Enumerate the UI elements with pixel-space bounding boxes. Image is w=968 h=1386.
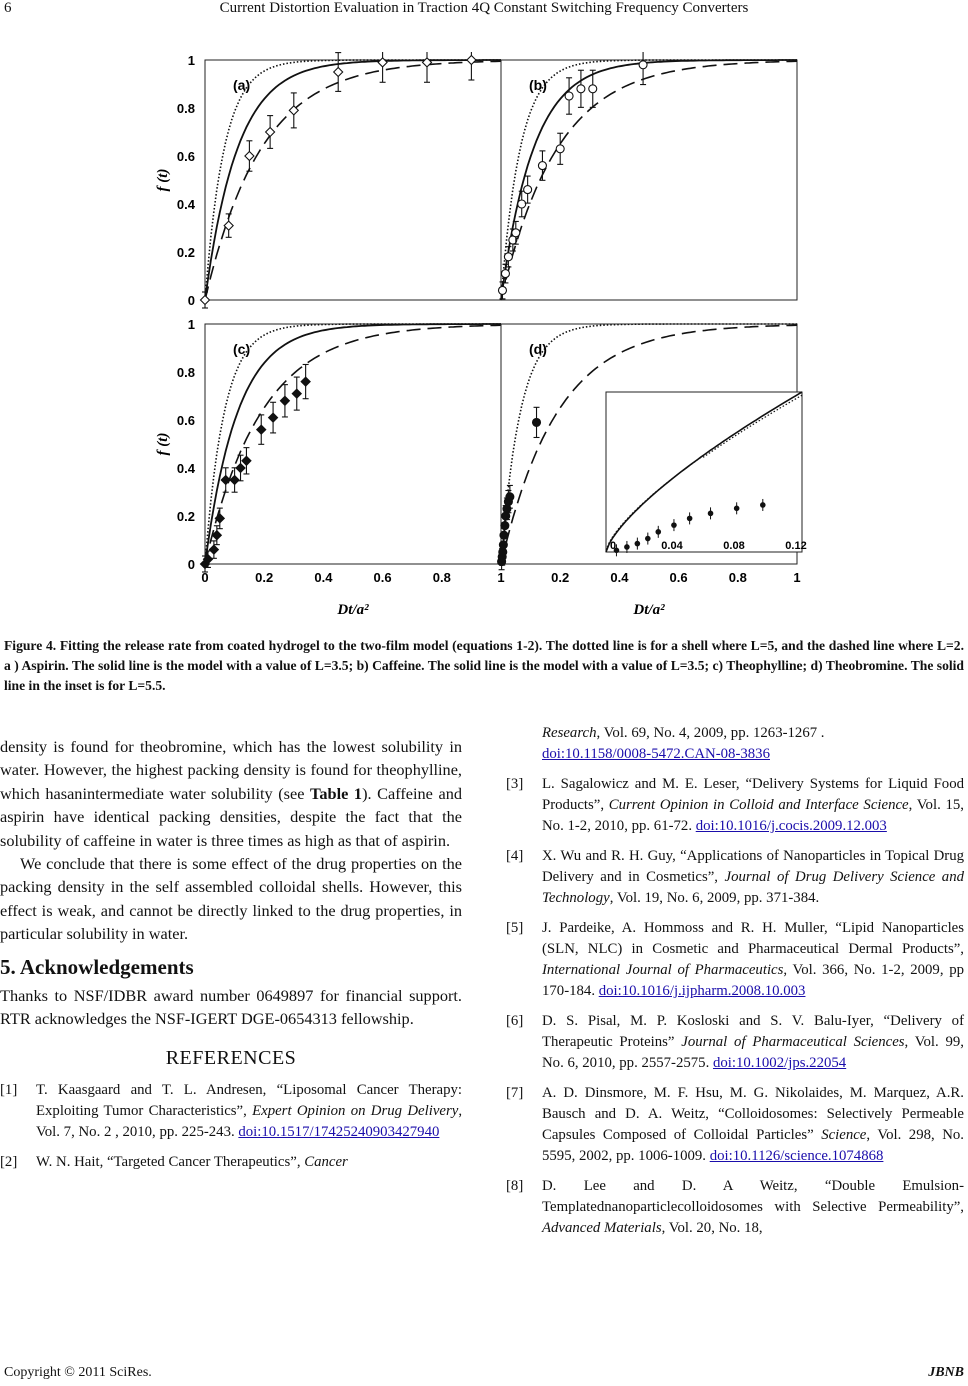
inset-x-tick-label: 0.12 [785,540,807,552]
data-point [245,152,254,161]
panel-label: (b) [529,77,547,93]
reference-details: , Vol. 19, No. 6, 2009, pp. 371-384. [609,890,820,906]
reference-journal: Science [821,1127,867,1143]
reference-journal: Advanced Materials [542,1220,662,1236]
y-tick-label: 0.6 [176,149,195,164]
reference-text [542,723,964,765]
reference-r3 [506,774,964,837]
data-point [280,396,289,405]
page-number: 6 [4,0,12,16]
reference-details: , Vol. 69, No. 4, 2009, pp. 1263-1267 . [596,725,825,741]
reference-details: , Vol. 99, No. 6, 2010, pp. 2557-2575. [542,1034,964,1071]
data-point [533,418,541,426]
y-tick-label: 0.8 [176,101,195,116]
reference-details: , Vol. 298, No. 5595, 2002, pp. 1006-1009. [542,1127,964,1164]
x-tick-label: 0.6 [373,570,392,585]
references-list-right [506,723,964,1239]
table-1-ref[interactable]: Table 1 [310,783,363,803]
references-heading: REFERENCES [165,1047,297,1070]
reference-journal: Journal of Pharmaceutical Sciences [681,1034,905,1050]
x-tick-label: 0.2 [255,570,274,585]
y-tick-label: 0 [187,293,195,308]
reference-text [542,918,964,1002]
reference-doi-link[interactable]: doi:10.1016/j.cocis.2009.12.003 [695,818,887,834]
reference-details: , Vol. 20, No. 18, [661,1220,763,1236]
x-tick-label: 0.4 [610,570,629,585]
inset-data-point [635,541,641,547]
section-heading-acknowledgements: 5. Acknowledgements [0,954,194,979]
y-tick-label: 1 [187,317,195,332]
reference-journal: Current Opinion in Colloid and Interface Science [608,797,909,813]
data-point [230,476,239,485]
y-tick-label: 0.2 [176,509,195,524]
inset-data-point [645,536,651,542]
reference-details: , Vol. 15, No. 1-2, 2010, pp. 61-72. [542,797,964,834]
panel-frame [205,60,501,300]
reference-authors-title: D. S. Pisal, M. P. Kosloski and S. V. Balu-Iyer, “Delivery of Therapeutic Proteins” [542,1013,964,1050]
panel-label: (c) [233,341,251,357]
reference-journal-start: Cancer [304,1154,348,1171]
reference-r2-continued [506,723,964,765]
reference-doi-link[interactable]: doi:10.1158/0008-5472.CAN-08-3836 [542,746,770,762]
inset-x-tick-label: 0.08 [723,540,745,552]
footer-journal: JBNB [928,1365,964,1380]
inset-x-tick-label: 0 [610,540,617,552]
reference-journal: International Journal of Pharmaceutics [542,962,784,978]
left-column [0,735,462,1182]
x-tick-label: 0.8 [728,570,747,585]
data-point [639,61,647,69]
reference-doi-link[interactable]: doi:10.1517/17425240903427940 [238,1124,440,1141]
footer-copyright: Copyright © 2011 SciRes. [4,1365,152,1380]
data-point [498,286,506,294]
x-tick-label: 1 [793,570,801,585]
reference-r5 [506,918,964,1002]
reference-r1 [0,1080,462,1143]
data-point [292,389,301,398]
model-curve-solid [205,324,501,564]
paragraph-2: We conclude that there is some effect of the drug properties on the packing density in the self assembled colloidal shells. However, this effect is weak, and cannot be directly linked to the drug properties, in particular solubility in water. [0,854,462,944]
x-tick-label: 0.2 [551,570,570,585]
y-axis-label: f (t) [155,168,171,192]
reference-number: [8] [506,1178,524,1194]
running-title: Current Distortion Evaluation in Traction 4Q Constant Switching Frequency Converters [219,0,749,16]
reference-number: [7] [506,1085,524,1101]
reference-authors-title: D. Lee and D. A Weitz, “Double Emulsion-Templatednanoparticlecolloidosomes with Selective Permeability”, [542,1178,964,1215]
data-point [556,145,564,153]
y-tick-label: 0.4 [176,461,195,476]
inset-data-point [655,529,661,535]
y-tick-label: 0.2 [176,245,195,260]
x-tick-label: 0.4 [314,570,333,585]
reference-authors-title: A. D. Dinsmore, M. F. Hsu, M. G. Nikolaides, M. Marquez, A.R. Bausch and D. A. Weitz, “Colloidosomes: Selectively Permeable Capsules Composed of Colloidal Particles” [542,1085,964,1143]
reference-authors-title: J. Pardeike, A. Hommoss and R. H. Muller, “Lipid Nanoparticles (SLN, NLC) in Cosmetic and Pharmaceutical Dermal Products”, [542,920,964,957]
data-point [506,493,514,501]
y-axis-label: f (t) [155,432,171,456]
data-point [266,128,275,137]
data-point [378,58,387,67]
reference-text [542,1011,964,1074]
references-list-left [0,1080,462,1173]
x-tick-label: 0 [201,570,209,585]
x-tick-label: 1 [497,570,505,585]
inset-data-point [734,506,740,512]
panel-label: (a) [233,77,251,93]
reference-number: [3] [506,776,524,792]
reference-journal: Expert Opinion on Drug Delivery [252,1103,459,1120]
data-point [201,296,210,305]
reference-journal-end: Research [542,725,597,741]
reference-details: , Vol. 7, No. 2 , 2010, pp. 225-243. [36,1103,463,1141]
data-point [518,200,526,208]
data-point [269,413,278,422]
paragraph-1 [0,735,462,852]
data-point [524,186,532,194]
model-curve-solid [205,60,501,300]
inset-frame [606,392,802,552]
reference-r4 [506,846,964,909]
data-point [236,464,245,473]
inset-data-point [708,511,714,517]
reference-number: [5] [506,920,524,936]
reference-journal: Journal of Drug Delivery Science and Technology [542,869,965,906]
reference-number: [2] [0,1154,18,1171]
y-tick-label: 1 [187,53,195,68]
y-tick-label: 0 [187,557,195,572]
data-point [501,522,509,530]
figure-caption: Figure 4. Fitting the release rate from coated hydrogel to the two-film model (equations 1-2). The dotted line is for a shell where L=5, and the dashed line where L=2. a ) Aspirin. The solid line is the model with a value of L=3.5; b) Caffeine. The solid line is the model with a value of L=3.5; c) Theophylline; d) Theobromine. The solid line in the inset is for L=5.5. [4,638,964,693]
reference-r6 [506,1011,964,1074]
inset-data-point [760,502,766,508]
reference-r8 [506,1176,964,1239]
reference-authors-title: X. Wu and R. H. Guy, “Applications of Nanoparticles in Topical Drug Delivery and in Cosmetics”, [542,848,964,885]
x-axis-label: Dt/a² [633,602,665,618]
data-point [301,377,310,386]
data-point [467,56,476,65]
figure-4 [150,52,820,632]
data-point [257,425,266,434]
y-tick-label: 0.6 [176,413,195,428]
reference-text [542,774,964,837]
data-point [512,229,520,237]
p1-text-c: ). Caffeine and aspirin have identical packing densities, despite the fact that the solubility of caffeine in water is three times as high as that of aspirin. [0,783,462,850]
inset-data-point [671,522,677,528]
inset-data-point [687,516,693,522]
x-tick-label: 0.6 [669,570,688,585]
data-point [589,85,597,93]
reference-text [542,1083,964,1167]
reference-number: [4] [506,848,524,864]
data-point [242,456,251,465]
reference-doi-link[interactable]: doi:10.1126/science.1074868 [709,1148,884,1164]
reference-details: , Vol. 366, No. 1-2, 2009, pp 170-184. [542,962,964,999]
model-curve-dotted [205,60,501,300]
running-header [0,0,968,24]
data-point [538,162,546,170]
data-point [577,85,585,93]
model-curve-dashed [205,325,501,564]
data-point [501,270,509,278]
reference-text [36,1152,462,1173]
reference-r2 [0,1152,462,1173]
reference-doi-link[interactable]: doi:10.1002/jps.22054 [712,1055,847,1071]
reference-r7 [506,1083,964,1167]
reference-authors-title: W. N. Hait, “Targeted Cancer Therapeutics”, [36,1154,305,1171]
reference-number: [1] [0,1082,18,1099]
reference-text [542,1176,964,1239]
p1-text-a: density is found for theobromine, which has the lowest solubility in water. However, the highest packing density is found for theophylline, which hasanintermediate water solubility (see [0,737,462,803]
x-tick-label: 0.8 [432,570,451,585]
inset-x-tick-label: 0.04 [661,540,683,552]
panel-label: (d) [529,341,547,357]
y-tick-label: 0.8 [176,365,195,380]
data-point [334,68,343,77]
reference-text [542,846,964,909]
x-axis-label: Dt/a² [337,602,369,618]
data-point [504,253,512,261]
right-column [506,723,964,1248]
inset-data-point [624,544,630,550]
reference-number: [6] [506,1013,524,1029]
panel-frame [205,324,501,564]
data-point [565,92,573,100]
reference-authors-title: L. Sagalowicz and M. E. Leser, “Delivery Systems for Liquid Food Products”, [542,776,964,813]
reference-text [36,1080,462,1143]
acknowledgements-text: Thanks to NSF/IDBR award number 0649897 for financial support. RTR acknowledges the NSF-IGERT DGE-0654313 fellowship. [0,985,462,1029]
model-curve-dotted [205,324,501,564]
model-curve-dashed [205,61,501,300]
reference-doi-link[interactable]: doi:10.1016/j.ijpharm.2008.10.003 [598,983,806,999]
data-point [209,545,218,554]
y-tick-label: 0.4 [176,197,195,212]
reference-authors-title: T. Kaasgaard and T. L. Andresen, “Liposomal Cancer Therapy: Exploiting Tumor Characteristics”, [36,1082,462,1120]
